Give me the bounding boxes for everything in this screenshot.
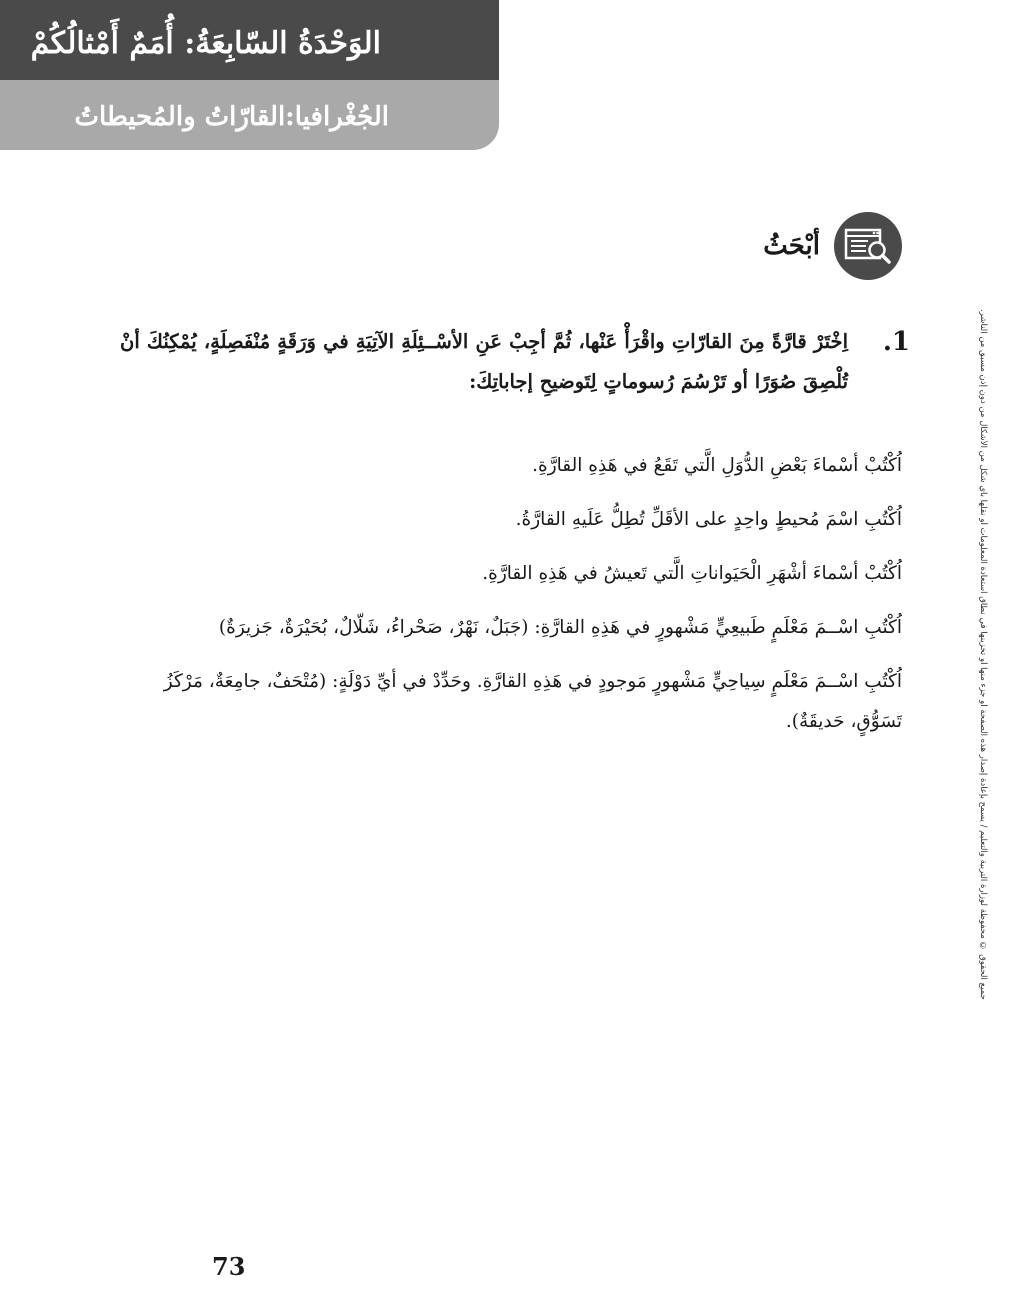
unit-title-banner <box>0 0 499 80</box>
task-item: اُكْتُبِ اسْــمَ مَعْلَمٍ سِياحِيٍّ مَشْهورٍ مَوجودٍ في هَذِهِ القارَّةِ. وحَدِّدْ في أيِّ دَوْلَةٍ: (مُتْحَفٌ، جامِعَةٌ، مَرْكَزُ تَسَوُّقٍ، حَديقَةٌ). <box>163 671 902 732</box>
task-item: اُكْتُبْ أسْماءَ أشْهَرِ الْحَيَواناتِ الَّتي تَعيشُ في هَذِهِ القارَّةِ. <box>482 563 902 584</box>
question-1 <box>120 322 910 402</box>
lesson-title: الجُغْرافيا:القارّاتُ والمُحيطاتُ <box>74 102 389 132</box>
task-item: اُكْتُبِ اسْــمَ مَعْلَمٍ طَبيعِيٍّ مَشْهورٍ في هَذِهِ القارَّةِ: (جَبَلٌ، نَهْرٌ، صَحْراءُ، شَلّالٌ، بُحَيْرَةٌ، جَزيرَةٌ) <box>218 617 902 638</box>
question-text: اِخْتَرْ قارَّةً مِنَ القارّاتِ واقْرَأْ عَنْها، ثُمَّ أجِبْ عَنِ الأسْــئِلَةِ الآتِيَةِ في وَرَقَةٍ مُنْفَصِلَةٍ، يُمْكِنُكَ أنْ تُلْصِقَ صُوَرًا أو تَرْسُمَ رُسوماتٍ لِتَوضيحِ إجاباتِكَ: <box>120 330 848 393</box>
research-screen-magnifier-icon <box>834 212 902 280</box>
task-list <box>150 446 902 756</box>
question-number: 1. <box>882 327 910 357</box>
task-item: اُكْتُبْ أسْماءَ بَعْضِ الدُّوَلِ الَّتي تَقَعُ في هَذِهِ القارَّةِ. <box>532 455 902 476</box>
lesson-title-banner <box>0 80 499 150</box>
research-title: أبْحَثُ <box>763 231 820 261</box>
page-number: 73 <box>212 1252 246 1281</box>
unit-title: الوَحْدَةُ السّابِعَةُ: أُمَمٌ أَمْثالُكُمْ <box>30 26 381 61</box>
research-section-heading <box>763 212 902 280</box>
task-item: اُكْتُبِ اسْمَ مُحيطٍ واحِدٍ على الأقَلِّ تُطِلُّ عَلَيهِ القارَّةُ. <box>515 509 902 530</box>
copyright-note: جميع الحقوق © محفوظة لوزارة التربية والتعليم / يسمح بإعادة إصدار هذه الصفحة أو جزء منها أو تخزينها في نطاق استعادة المعلومات أو نقلها بأي شكل من الأشكال من دون إذن مسبق من الناشر. <box>978 309 988 1000</box>
